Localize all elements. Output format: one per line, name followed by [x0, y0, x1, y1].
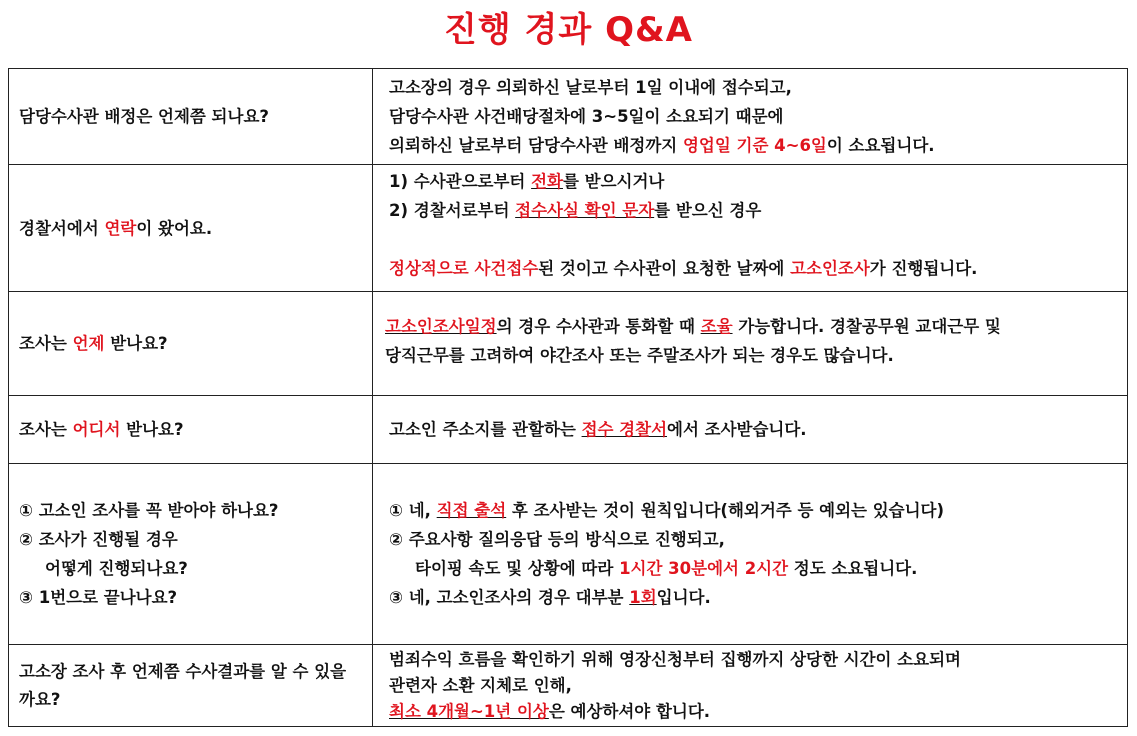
- question-cell: [9, 396, 373, 464]
- text-segment: 2) 경찰서로부터: [389, 201, 516, 220]
- table-row: [9, 464, 1128, 645]
- answer-cell: [373, 165, 1128, 292]
- highlighted-text: 1시간 30분에서 2시간: [619, 559, 789, 578]
- question-line: [19, 658, 362, 714]
- highlighted-text: 전화: [531, 172, 563, 191]
- answer-line: [389, 225, 1117, 254]
- text-segment: 경찰서에서: [19, 218, 105, 238]
- text-segment: 은 예상하셔야 합니다.: [548, 701, 711, 721]
- answer-line: [385, 341, 1117, 370]
- text-segment: ② 조사가 진행될 경우: [19, 530, 178, 549]
- highlighted-text: 고소인조사일정: [385, 317, 497, 336]
- table-row: [9, 69, 1128, 165]
- text-segment: 당직근무를 고려하여 야간조사 또는 주말조사가 되는 경우도 많습니다.: [385, 346, 894, 365]
- text-segment: 입니다.: [656, 588, 711, 607]
- text-segment: 가 진행됩니다.: [869, 259, 978, 278]
- question-line: [19, 214, 362, 243]
- text-segment: 조사는: [19, 334, 73, 353]
- answer-line: [389, 583, 1117, 612]
- highlighted-text: 최소 4개월~1년 이상: [389, 701, 549, 721]
- text-segment: 타이핑 속도 및 상황에 따라: [415, 559, 620, 578]
- answer-line: [389, 673, 1117, 699]
- text-segment: 관련자 소환 지체로 인해,: [389, 675, 572, 695]
- text-segment: 된 것이고 수사관이 요청한 날짜에: [538, 259, 791, 278]
- answer-line: [389, 554, 1117, 583]
- table-row: [9, 645, 1128, 727]
- answer-line: [389, 73, 1117, 102]
- answer-line: [389, 131, 1117, 160]
- highlighted-text: 조율: [700, 317, 733, 336]
- text-segment: 이 소요됩니다.: [826, 136, 935, 155]
- text-segment: 고소장 조사 후 언제쯤 수사결과를 알 수 있을까요?: [19, 661, 347, 709]
- answer-line: [389, 525, 1117, 554]
- highlighted-text: 연락: [104, 218, 137, 238]
- question-cell: [9, 69, 373, 165]
- answer-line: [389, 167, 1117, 196]
- table-row: [9, 292, 1128, 396]
- answer-line: [389, 647, 1117, 673]
- question-cell: [9, 645, 373, 727]
- question-line: [19, 415, 362, 444]
- question-line: [19, 583, 362, 612]
- highlighted-text: 언제: [72, 334, 105, 353]
- text-segment: 받나요?: [120, 420, 184, 439]
- highlighted-text: 접수사실 확인 문자: [515, 201, 655, 220]
- text-segment: 고소인 주소지를 관할하는: [389, 420, 582, 439]
- question-cell: [9, 464, 373, 645]
- text-segment: ③ 1번으로 끝나나요?: [19, 588, 178, 607]
- text-segment: 가능합니다. 경찰공무원 교대근무 및: [732, 317, 1001, 336]
- table-row: [9, 396, 1128, 464]
- answer-cell: [373, 464, 1128, 645]
- text-segment: 어떻게 진행되나요?: [45, 559, 188, 578]
- text-segment: 의뢰하신 날로부터 담당수사관 배정까지: [389, 136, 683, 155]
- answer-cell: [373, 292, 1128, 396]
- highlighted-text: 정상적으로 사건접수: [389, 259, 539, 278]
- answer-line: [385, 312, 1117, 341]
- text-segment: 받나요?: [104, 334, 168, 353]
- answer-line: [389, 699, 1117, 725]
- qa-table: [8, 68, 1128, 727]
- question-line: [19, 496, 362, 525]
- text-segment: 이 왔어요.: [136, 218, 213, 238]
- text-segment: 조사는: [19, 420, 73, 439]
- highlighted-text: 접수 경찰서: [581, 420, 668, 439]
- answer-cell: [373, 645, 1128, 727]
- text-segment: 의 경우 수사관과 통화할 때: [496, 317, 701, 336]
- page-title: 진행 경과 Q&A: [444, 10, 693, 50]
- highlighted-text: 영업일 기준 4~6일: [682, 136, 827, 155]
- answer-line: [389, 102, 1117, 131]
- highlighted-text: 직접 출석: [436, 501, 507, 520]
- text-segment: 담당수사관 배정은 언제쯤 되나요?: [19, 107, 269, 126]
- text-segment: 를 받으신 경우: [654, 201, 762, 220]
- answer-cell: [373, 69, 1128, 165]
- text-segment: 를 받으시거나: [562, 172, 665, 191]
- text-segment: 범죄수익 흐름을 확인하기 위해 영장신청부터 집행까지 상당한 시간이 소요되며: [389, 649, 961, 669]
- text-segment: ② 주요사항 질의응답 등의 방식으로 진행되고,: [389, 530, 725, 549]
- text-segment: ① 네,: [389, 501, 437, 520]
- question-cell: [9, 292, 373, 396]
- answer-line: [389, 254, 1117, 283]
- answer-line: [389, 415, 1117, 444]
- answer-cell: [373, 396, 1128, 464]
- text-segment: 담당수사관 사건배당절차에 3~5일이 소요되기 때문에: [389, 107, 784, 126]
- question-line: [19, 554, 362, 583]
- text-segment: 후 조사받는 것이 원칙입니다(해외거주 등 예외는 있습니다): [506, 501, 945, 520]
- highlighted-text: 1회: [629, 588, 657, 607]
- text-segment: ① 고소인 조사를 꼭 받아야 하나요?: [19, 501, 279, 520]
- highlighted-text: 고소인조사: [790, 259, 870, 278]
- question-line: [19, 329, 362, 358]
- table-row: [9, 165, 1128, 292]
- text-segment: 고소장의 경우 의뢰하신 날로부터 1일 이내에 접수되고,: [389, 78, 792, 97]
- question-line: [19, 525, 362, 554]
- answer-line: [389, 496, 1117, 525]
- answer-line: [389, 196, 1117, 225]
- text-segment: 1) 수사관으로부터: [389, 172, 532, 191]
- text-segment: 정도 소요됩니다.: [788, 559, 918, 578]
- highlighted-text: 어디서: [72, 420, 121, 439]
- question-cell: [9, 165, 373, 292]
- text-segment: ③ 네, 고소인조사의 경우 대부분: [389, 588, 630, 607]
- text-segment: 에서 조사받습니다.: [667, 420, 807, 439]
- question-line: [19, 102, 362, 131]
